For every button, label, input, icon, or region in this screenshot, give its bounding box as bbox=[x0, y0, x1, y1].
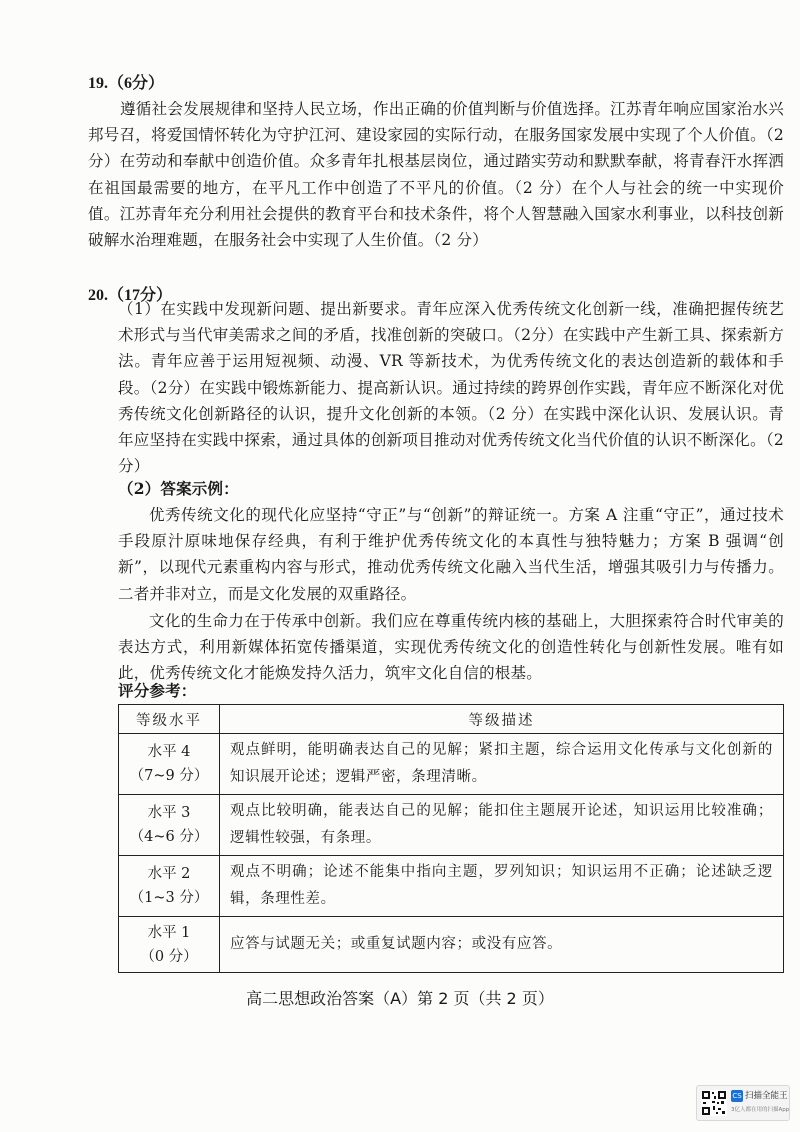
level-score: （4~6 分） bbox=[129, 829, 209, 845]
level-score: （1~3 分） bbox=[129, 890, 209, 906]
scanner-badge-subtitle: 3亿人都在用的扫描App bbox=[731, 1107, 790, 1113]
level-cell bbox=[119, 734, 220, 795]
level-description: 观点鲜明，能明确表达自己的见解；紧扣主题，综合运用文化传承与文化创新的知识展开论述；逻辑严密，条理清晰。 bbox=[220, 734, 784, 795]
grading-table-header bbox=[119, 705, 784, 734]
scanner-badge bbox=[696, 1085, 790, 1121]
grading-table bbox=[118, 704, 784, 973]
table-row bbox=[119, 795, 784, 856]
grading-heading: 评分参考： bbox=[118, 681, 197, 700]
qr-code-icon bbox=[701, 1090, 727, 1116]
level-name: 水平 1 bbox=[147, 924, 191, 941]
level-name: 水平 3 bbox=[147, 805, 191, 821]
level-cell bbox=[119, 795, 220, 856]
table-row bbox=[119, 917, 784, 973]
header-description: 等级描述 bbox=[220, 705, 784, 734]
level-description: 观点不明确；论述不能集中指向主题，罗列知识；知识运用不正确；论述缺乏逻辑，条理性差。 bbox=[220, 856, 784, 917]
page-footer: 高二思想政治答案（A）第 2 页（共 2 页） bbox=[246, 989, 554, 1008]
q20-sample-paragraph-2: 文化的生命力在于传承中创新。我们应在尊重传统内核的基础上，大胆探索符合时代审美的表达方式，利用新媒体拓宽传播渠道，实现优秀传统文化的创造性转化与创新性发展。唯有如此，优秀传统文化才能焕发持久活力，筑牢文化自信的根基。 bbox=[118, 612, 784, 683]
level-cell bbox=[119, 856, 220, 917]
level-name: 水平 4 bbox=[147, 744, 191, 760]
table-row bbox=[119, 734, 784, 795]
q20-number: 20.（17分） bbox=[88, 287, 173, 304]
q20-sample-paragraph-1: 优秀传统文化的现代化应坚持“守正”与“创新”的辩证统一。方案 A 注重“守正”，通过技术手段原汁原味地保存经典，有利于维护优秀传统文化的本真性与独特魅力；方案 B 强调“创新”，以现代元素重构内容与形式，推动优秀传统文化融入当代生活，增强其吸引力与传播力。二者并非对立，而是文化发展的双重路径。 bbox=[118, 506, 784, 603]
level-cell bbox=[119, 917, 220, 973]
level-score: （7~9 分） bbox=[129, 768, 209, 784]
level-score: （0 分） bbox=[140, 948, 198, 965]
level-name: 水平 2 bbox=[147, 866, 191, 882]
q20-part1: （1）在实践中发现新问题、提出新要求。青年应深入优秀传统文化创新一线，准确把握传统艺术形式与当代审美需求之间的矛盾，找准创新的突破口。（2分）在实践中产生新工具、探索新方法。青年应善于运用短视频、动漫、VR 等新技术，为优秀传统文化的表达创造新的载体和手段。（2分）在实践中锻炼新能力、提高新认识。通过持续的跨界创作实践，青年应不断深化对优秀传统文化创新路径的认识，提升文化创新的本领。（2 分）在实践中深化认识、发展认识。青年应坚持在实践中探索，通过具体的创新项目推动对优秀传统文化当代价值的认识不断深化。（2分） bbox=[118, 300, 784, 476]
camscanner-logo-icon: CS bbox=[732, 1092, 742, 1100]
header-level: 等级水平 bbox=[119, 705, 220, 734]
level-description: 应答与试题无关；或重复试题内容；或没有应答。 bbox=[220, 917, 784, 973]
q20-part2-heading: （2）答案示例： bbox=[118, 479, 239, 498]
table-row bbox=[119, 856, 784, 917]
q19-answer: 遵循社会发展规律和坚持人民立场，作出正确的价值判断与价值选择。江苏青年响应国家治水兴邦号召，将爱国情怀转化为守护江河、建设家园的实际行动，在服务国家发展中实现了个人价值。（2 分）在劳动和奉献中创造价值。众多青年扎根基层岗位，通过踏实劳动和默默奉献，将青春汗水挥洒在祖国最需要的地方，在平凡工作中创造了不平凡的价值。（2 分）在个人与社会的统一中实现价值。江苏青年充分利用社会提供的教育平台和技术条件，将个人智慧融入国家水利事业，以科技创新破解水治理难题，在服务社会中实现了人生价值。（2 分） bbox=[88, 100, 784, 250]
scanner-badge-title: 扫描全能王 bbox=[745, 1091, 788, 1101]
q19-number: 19.（6分） bbox=[88, 75, 165, 92]
level-description: 观点比较明确，能表达自己的见解；能扣住主题展开论述，知识运用比较准确；逻辑性较强，有条理。 bbox=[220, 795, 784, 856]
